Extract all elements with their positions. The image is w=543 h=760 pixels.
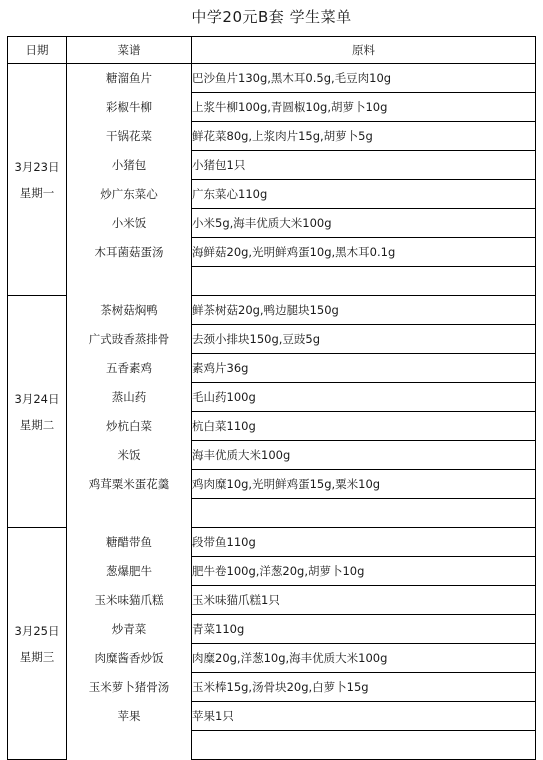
dish-cell: 鸡茸粟米蛋花羹 xyxy=(67,470,192,499)
dish-cell: 苹果 xyxy=(67,702,192,731)
table-row xyxy=(8,644,536,673)
ingredients-cell: 海鲜菇20g,光明鲜鸡蛋10g,黑木耳0.1g xyxy=(192,238,536,267)
ingredients-cell: 肉糜20g,洋葱10g,海丰优质大米100g xyxy=(192,644,536,673)
ingredients-cell: 杭白菜110g xyxy=(192,412,536,441)
ingredients-cell: 鸡肉糜10g,光明鲜鸡蛋15g,粟米10g xyxy=(192,470,536,499)
ingredients-cell: 上浆牛柳100g,青圆椒10g,胡萝卜10g xyxy=(192,93,536,122)
ingredients-cell: 巴沙鱼片130g,黑木耳0.5g,毛豆肉10g xyxy=(192,64,536,93)
ingredients-cell: 广东菜心110g xyxy=(192,180,536,209)
header-row xyxy=(8,37,536,64)
table-row xyxy=(8,325,536,354)
table-row xyxy=(8,267,536,296)
weekday-label: 星期三 xyxy=(19,649,55,664)
ingredients-cell: 青菜110g xyxy=(192,615,536,644)
dish-cell: 广式豉香蒸排骨 xyxy=(67,325,192,354)
ingredients-cell: 鲜花菜80g,上浆肉片15g,胡萝卜5g xyxy=(192,122,536,151)
ingredients-cell: 小猪包1只 xyxy=(192,151,536,180)
ingredients-cell: 毛山药100g xyxy=(192,383,536,412)
table-row xyxy=(8,615,536,644)
date-cell xyxy=(8,296,67,528)
table-row xyxy=(8,238,536,267)
table-row xyxy=(8,64,536,93)
table-row xyxy=(8,209,536,238)
menu-table xyxy=(7,36,536,760)
dish-cell: 小猪包 xyxy=(67,151,192,180)
ingredients-cell: 鲜茶树菇20g,鸭边腿块150g xyxy=(192,296,536,325)
ingredients-cell: 海丰优质大米100g xyxy=(192,441,536,470)
table-row xyxy=(8,586,536,615)
table-row xyxy=(8,673,536,702)
dish-cell: 蒸山药 xyxy=(67,383,192,412)
dish-cell: 木耳菌菇蛋汤 xyxy=(67,238,192,267)
date-cell xyxy=(8,64,67,296)
date-label: 3月24日 xyxy=(14,391,60,406)
dish-cell: 五香素鸡 xyxy=(67,354,192,383)
ingredients-cell xyxy=(192,499,536,528)
table-row xyxy=(8,441,536,470)
weekday-label: 星期二 xyxy=(19,417,55,432)
table-row xyxy=(8,151,536,180)
dish-cell xyxy=(67,499,192,528)
ingredients-cell: 素鸡片36g xyxy=(192,354,536,383)
ingredients-cell: 玉米棒15g,汤骨块20g,白萝卜15g xyxy=(192,673,536,702)
dish-cell xyxy=(67,731,192,760)
dish-cell xyxy=(67,267,192,296)
page-title: 中学20元B套 学生菜单 xyxy=(191,8,352,26)
date-label: 3月23日 xyxy=(14,159,60,174)
menu-body xyxy=(8,64,536,760)
ingredients-cell: 玉米味猫爪糕1只 xyxy=(192,586,536,615)
ingredients-cell xyxy=(192,731,536,760)
date-cell xyxy=(8,528,67,760)
table-row xyxy=(8,412,536,441)
dish-cell: 小米饭 xyxy=(67,209,192,238)
date-label: 3月25日 xyxy=(14,623,60,638)
table-row xyxy=(8,296,536,325)
dish-cell: 糖溜鱼片 xyxy=(67,64,192,93)
table-row xyxy=(8,499,536,528)
table-row xyxy=(8,354,536,383)
dish-cell: 干锅花菜 xyxy=(67,122,192,151)
table-row xyxy=(8,528,536,557)
dish-cell: 葱爆肥牛 xyxy=(67,557,192,586)
dish-cell: 米饭 xyxy=(67,441,192,470)
ingredients-cell xyxy=(192,267,536,296)
table-row xyxy=(8,557,536,586)
dish-cell: 玉米萝卜猪骨汤 xyxy=(67,673,192,702)
dish-cell: 玉米味猫爪糕 xyxy=(67,586,192,615)
weekday-label: 星期一 xyxy=(19,185,55,200)
table-row xyxy=(8,122,536,151)
header-dish: 菜谱 xyxy=(67,37,192,64)
header-ingredients: 原料 xyxy=(192,37,536,64)
dish-cell: 糖醋带鱼 xyxy=(67,528,192,557)
ingredients-cell: 去颈小排块150g,豆豉5g xyxy=(192,325,536,354)
table-row xyxy=(8,731,536,760)
table-row xyxy=(8,383,536,412)
ingredients-cell: 肥牛卷100g,洋葱20g,胡萝卜10g xyxy=(192,557,536,586)
table-row xyxy=(8,702,536,731)
dish-cell: 炒广东菜心 xyxy=(67,180,192,209)
table-row xyxy=(8,93,536,122)
ingredients-cell: 苹果1只 xyxy=(192,702,536,731)
dish-cell: 肉糜酱香炒饭 xyxy=(67,644,192,673)
table-row xyxy=(8,180,536,209)
dish-cell: 彩椒牛柳 xyxy=(67,93,192,122)
ingredients-cell: 段带鱼110g xyxy=(192,528,536,557)
dish-cell: 茶树菇焖鸭 xyxy=(67,296,192,325)
table-row xyxy=(8,470,536,499)
dish-cell: 炒杭白菜 xyxy=(67,412,192,441)
dish-cell: 炒青菜 xyxy=(67,615,192,644)
ingredients-cell: 小米5g,海丰优质大米100g xyxy=(192,209,536,238)
header-date: 日期 xyxy=(8,37,67,64)
